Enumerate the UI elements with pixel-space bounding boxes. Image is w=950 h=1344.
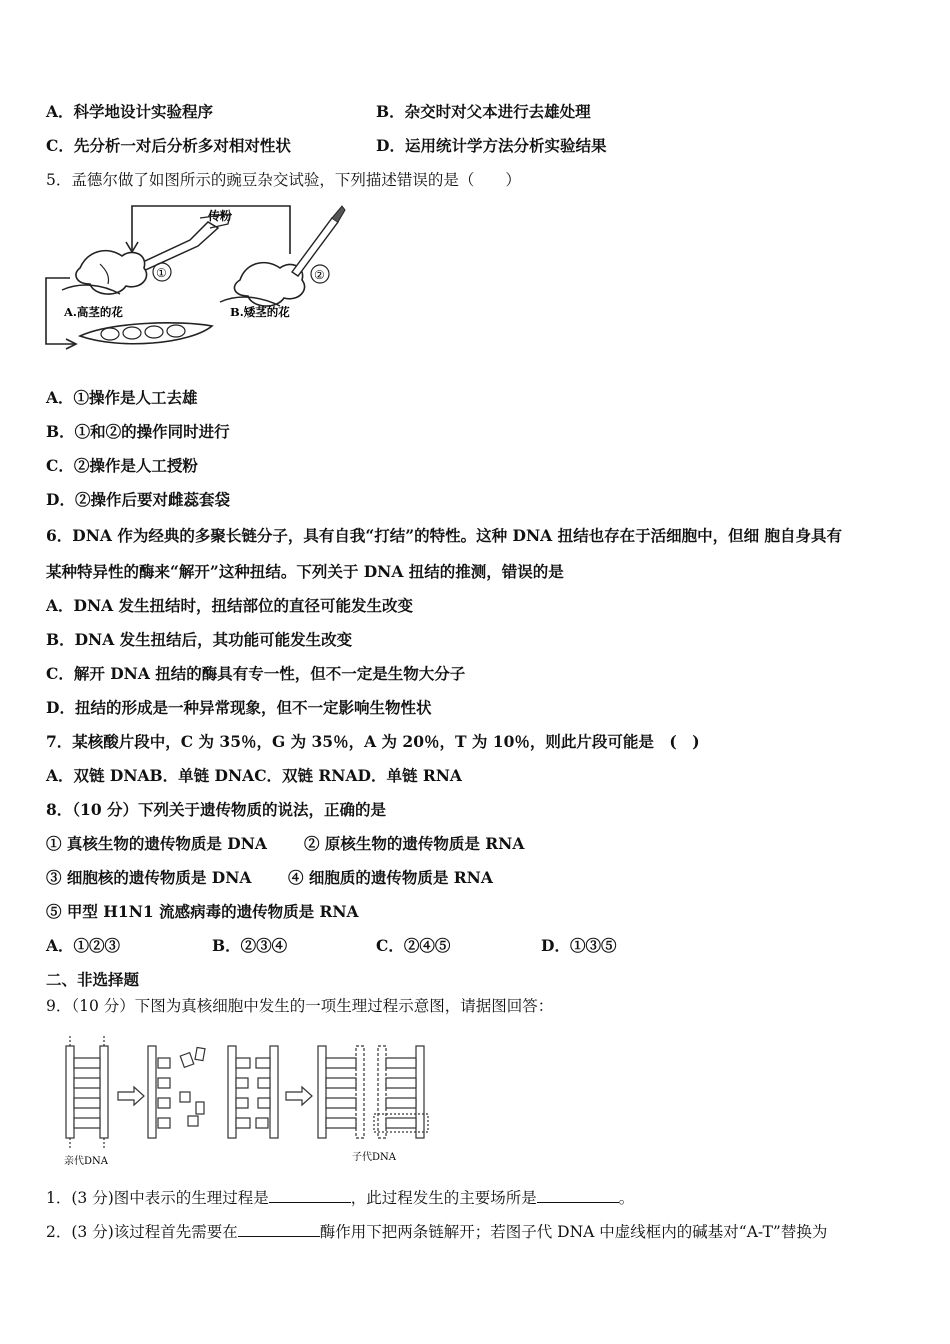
q9-sub1-blank-2[interactable] [537,1188,619,1203]
q8-item-5: ⑤ 甲型 H1N1 流感病毒的遗传物质是 RNA [46,902,359,921]
q9-sub1-text-b: ，此过程发生的主要场所是 [350,1189,537,1207]
q7-stem: 7．某核酸片段中，C 为 35％，G 为 35％，A 为 20％，T 为 10％，则此片段可能是 ( ) [46,732,700,751]
pea-cross-svg [40,198,350,353]
q8-stem: 8．（10 分）下列关于遗传物质的说法，正确的是 [46,800,387,819]
flower-b-label: B.矮茎的花 [230,305,290,319]
q4-option-c: C．先分析一对后分析多对相对性状 [46,136,291,155]
q5-option-b: B．①和②的操作同时进行 [46,422,230,441]
dna-replication-svg [56,1032,446,1172]
child-dna-label: 子代DNA [352,1152,396,1163]
q5-option-d: D．②操作后要对雌蕊套袋 [46,490,230,509]
q5-option-c: C．②操作是人工授粉 [46,456,198,475]
pea-cross-figure [40,198,350,357]
q6-option-b: B．DNA 发生扭结后，其功能可能发生改变 [46,630,353,649]
q6-stem-line1: 6．DNA 作为经典的多聚长链分子，具有自我“打结”的特性。这种 DNA 扭结也存在于活细胞中，但细 胞自身具有 [46,526,842,545]
q8-option-a: A．①②③ [46,936,121,955]
q9-sub1-blank-1[interactable] [269,1188,351,1203]
q5-stem [46,170,521,190]
q4-option-d: D．运用统计学方法分析实验结果 [376,136,607,155]
dna-replication-figure [56,1032,446,1176]
q5-option-a: A．①操作是人工去雄 [46,388,198,407]
q9-sub2-text-a: 2．(3 分)该过程首先需要在 [46,1223,238,1241]
mark-2: ② [314,268,325,282]
q7-options: A．双链 DNAB．单链 DNAC．双链 RNAD．单链 RNA [46,766,462,785]
q6-stem-line2: 某种特异性的酶来“解开”这种扭结。下列关于 DNA 扭结的推测，错误的是 [46,562,564,581]
q9-sub1-text-a: 1．(3 分)图中表示的生理过程是 [46,1189,269,1207]
q8-item-3: ③ 细胞核的遗传物质是 DNA [46,868,252,887]
q8-item-1: ① 真核生物的遗传物质是 DNA [46,834,267,853]
q6-option-c: C．解开 DNA 扭结的酶具有专一性，但不一定是生物大分子 [46,664,466,683]
q9-sub1-text-c: 。 [618,1189,635,1207]
q9-sub2-blank-1[interactable] [238,1222,320,1237]
q4-option-a: A．科学地设计实验程序 [46,102,214,121]
q6-option-d: D．扭结的形成是一种异常现象，但不一定影响生物性状 [46,698,432,717]
q9-sub1 [46,1188,634,1208]
q8-item-2: ② 原核生物的遗传物质是 RNA [304,834,525,853]
q9-stem: 9．（10 分）下图为真核细胞中发生的一项生理过程示意图，请据图回答： [46,997,554,1015]
q8-option-d: D．①③⑤ [541,936,617,955]
pollination-label: 传粉 [208,209,233,223]
flower-a-label: A.高茎的花 [64,305,123,319]
q4-option-b: B．杂交时对父本进行去雄处理 [376,102,591,121]
q5-stem-text: 5．孟德尔做了如图所示的豌豆杂交试验，下列描述错误的是（ ） [46,171,521,189]
q8-option-c: C．②④⑤ [376,936,451,955]
q9-sub2 [46,1222,827,1242]
mark-1: ① [156,266,167,280]
q9-sub2-text-b: 酶作用下把两条链解开；若图子代 DNA 中虚线框内的碱基对“A-T”替换为 [319,1223,828,1241]
q6-option-a: A．DNA 发生扭结时，扭结部位的直径可能发生改变 [46,596,414,615]
section-heading: 二、非选择题 [46,970,140,989]
q8-item-4: ④ 细胞质的遗传物质是 RNA [288,868,493,887]
parent-dna-label: 亲代DNA [64,1156,108,1167]
q8-option-b: B．②③④ [212,936,288,955]
